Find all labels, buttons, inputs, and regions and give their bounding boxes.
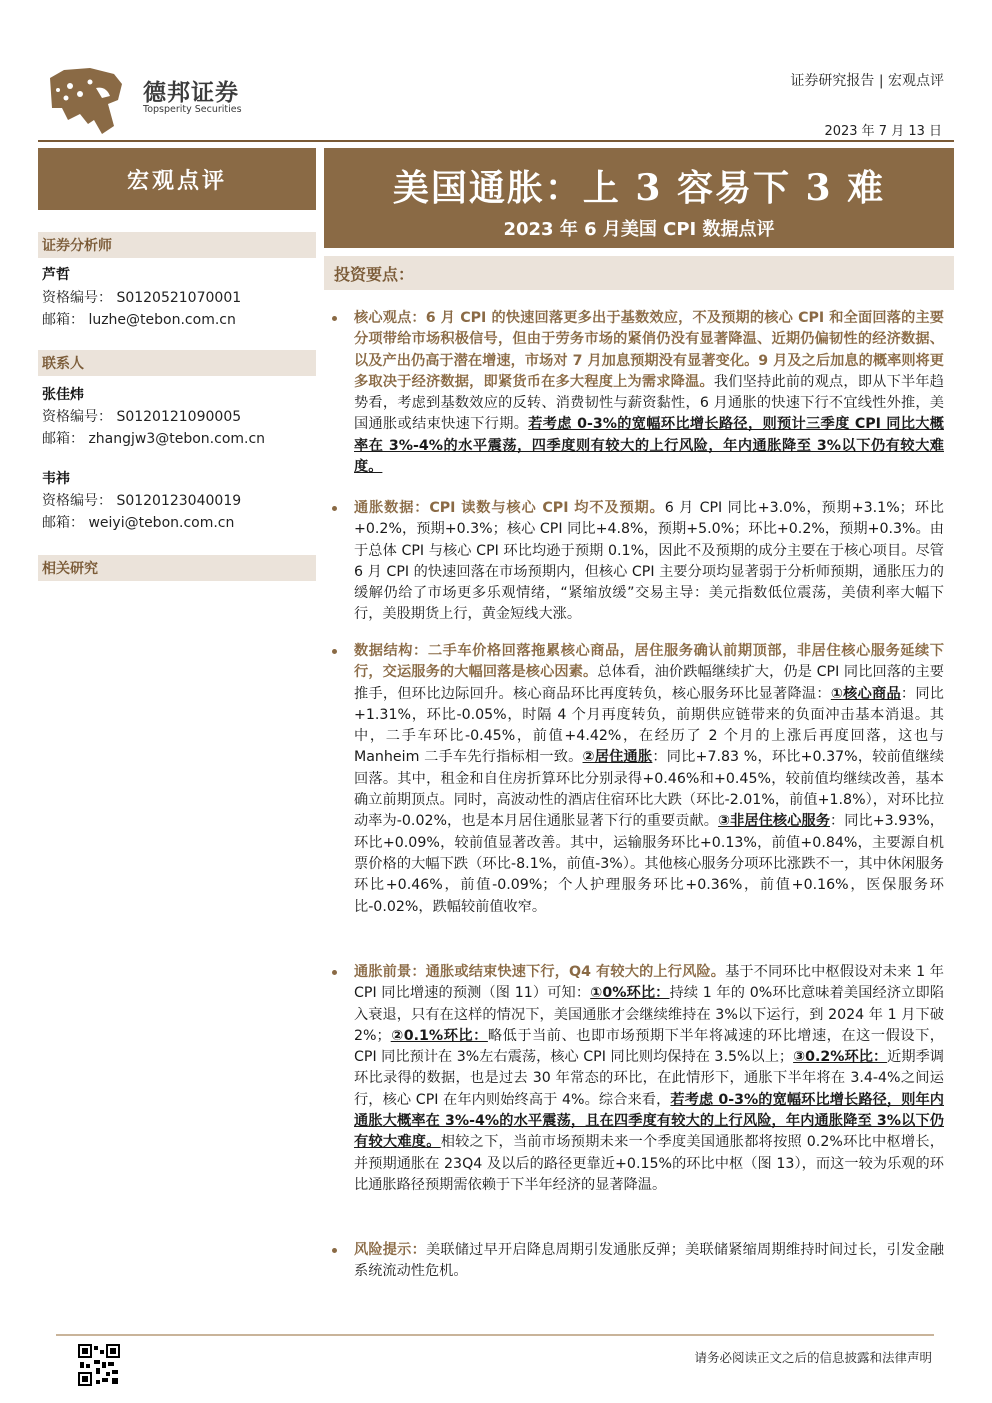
bullet-icon bbox=[332, 506, 337, 511]
brand-name: 德邦证券 bbox=[143, 80, 239, 106]
legal-disclaimer: 请务必阅读正文之后的信息披露和法律声明 bbox=[694, 1350, 932, 1365]
report-type: 证券研究报告 | 宏观点评 bbox=[790, 73, 944, 89]
risk-highlight: 风险提示： bbox=[354, 1242, 426, 1258]
inflation-data-highlight: 通胀数据：CPI 读数与核心 CPI 均不及预期。 bbox=[354, 500, 665, 516]
footer-divider bbox=[56, 1334, 934, 1336]
header-divider bbox=[38, 140, 954, 142]
data-structure-text-3: ：同比+7.83 %，环比+0.37%，较前值继续回落。其中，租金和自住房折算环比分别录得+0.46%和+0.45%，较前值均继续改善，基本确立前期顶点。同时，高波动性的酒店住宿环比大跌（环比-2.01%，前值+1.8%），对环比拉动率为-0.02%，也是本月居住通胀显著下行的重要贡献。 bbox=[354, 749, 944, 830]
data-structure-text-1: 总体看，油价跌幅继续扩大，仍是 CPI 同比回落的主要推手，但环比边际回升。核心商品环比再度转负，核心服务环比显著降温： bbox=[354, 664, 944, 702]
key-point-risk bbox=[332, 1240, 944, 1283]
key-points-heading: 投资要点： bbox=[324, 256, 954, 290]
core-view-text: 我们坚持此前的观点，即从下半年趋势看，考虑到基数效应的反转、消费韧性与薪资黏性，6 月通胀的快速下行不宜线性外推，美国通胀或结束快速下行期。 bbox=[354, 373, 944, 433]
analyst-email[interactable]: 邮箱： luzhe@tebon.com.cn bbox=[42, 312, 236, 328]
inflation-outlook-text-4: 近期季调环比录得的数据，也是过去 30 年常态的环比，在此情形下，通胀下半年将在 3.4-4%之间运行，核心 CPI 在年内则始终高于 4%。综合来看， bbox=[354, 1049, 944, 1108]
analyst-heading: 证券分析师 bbox=[38, 232, 316, 258]
bullet-icon bbox=[332, 316, 337, 321]
key-point-core-view bbox=[332, 308, 944, 478]
qr-code-icon[interactable] bbox=[78, 1344, 120, 1386]
inflation-outlook-text-5: 相较之下，当前市场预期未来一个季度美国通胀都将按照 0.2%环比中枢增长，并预期通胀在 23Q4 及以后的路径更靠近+0.15%的环比中枢（图 13），而这一较为乐观的环比通胀路径预期需依赖于下半年经济的显著降温。 bbox=[354, 1134, 944, 1193]
inflation-outlook-text-2: 持续 1 年的 0%环比意味着美国经济立即陷入衰退，只有在这样的情况下，美国通胀才会继续维持在 3%以下运行，到 2024 年 1 月下破 2%； bbox=[354, 985, 944, 1044]
inflation-outlook-emphasis: 若考虑 0-3%的宽幅环比增长路径，则年内通胀大概率在 3%-4%的水平震荡，且在四季度有较大的上行风险，年内通胀降至 3%以下仍有较大难度。 bbox=[354, 1091, 944, 1151]
logo-icon bbox=[44, 64, 124, 136]
inflation-outlook-text-1: 基于不同环比中枢假设对未来 1 年 CPI 同比增速的预测（图 11）可知： bbox=[354, 964, 944, 1002]
inflation-outlook-text-3: 略低于当前、也即市场预期下半年将减速的环比增速，在这一假设下，CPI 同比预计在 3%左右震荡，核心 CPI 同比则均保持在 3.5%以上； bbox=[354, 1027, 944, 1066]
brand-english-name: Topsperity Securities bbox=[143, 104, 242, 115]
contact-email[interactable]: 邮箱： zhangjw3@tebon.com.cn bbox=[42, 431, 266, 447]
non-housing-services-label: ③非居住核心服务 bbox=[718, 813, 830, 830]
scenario-point-two-label: ③0.2%环比： bbox=[793, 1049, 888, 1066]
contact-cert: 资格编号： S0120123040019 bbox=[42, 493, 242, 509]
bullet-icon bbox=[332, 649, 337, 654]
inflation-outlook-highlight: 通胀前景：通胀或结束快速下行，Q4 有较大的上行风险。 bbox=[354, 964, 726, 980]
risk-text: 美联储过早开启降息周期引发通胀反弹；美联储紧缩周期维持时间过长，引发金融系统流动性危机。 bbox=[354, 1242, 944, 1280]
analyst-cert: 资格编号： S0120521070001 bbox=[42, 290, 242, 306]
contact-cert: 资格编号： S0120121090005 bbox=[42, 409, 242, 425]
report-subtitle: 2023 年 6 月美国 CPI 数据点评 bbox=[503, 219, 775, 240]
report-date: 2023 年 7 月 13 日 bbox=[824, 124, 942, 139]
core-goods-label: ①核心商品 bbox=[830, 685, 901, 702]
key-point-inflation-data bbox=[332, 498, 944, 626]
key-point-inflation-outlook bbox=[332, 962, 944, 1196]
contact-name: 韦祎 bbox=[42, 471, 70, 487]
report-title: 美国通胀：上 3 容易下 3 难 bbox=[392, 167, 886, 209]
analyst-name: 芦哲 bbox=[42, 267, 70, 283]
scenario-point-one-label: ②0.1%环比： bbox=[390, 1027, 488, 1044]
contact-heading: 联系人 bbox=[38, 350, 316, 376]
data-structure-text-4: ：同比+3.93%，环比+0.09%，较前值显著改善。其中，运输服务环比+0.13%，前值+0.84%，主要源自机票价格的大幅下跌（环比-8.1%，前值-3%）。其他核心服务分项环比涨跌不一，其中休闲服务环比+0.46%，前值-0.09%；个人护理服务环比+0.36%，前值+0.16%，医保服务环比-0.02%，跌幅较前值收窄。 bbox=[354, 813, 944, 915]
related-research-heading: 相关研究 bbox=[38, 555, 316, 581]
contact-email[interactable]: 邮箱： weiyi@tebon.com.cn bbox=[42, 515, 235, 531]
core-view-highlight: 核心观点：6 月 CPI 的快速回落更多出于基数效应，不及预期的核心 CPI 和全面回落的主要分项带给市场积极信号，但由于劳务市场的紧俏仍没有显著降温、近期仍偏韧性的经济数据、以及产出仍高于潜在增速，市场对 7 月加息预期没有显著变化。9 月及之后加息的概率则将更多取决于经济数据，即紧货币在多大程度上为需求降温。 bbox=[354, 310, 944, 390]
bullet-icon bbox=[332, 970, 337, 975]
key-point-data-structure bbox=[332, 641, 944, 918]
title-banner bbox=[324, 148, 954, 248]
housing-inflation-label: ②居住通胀 bbox=[582, 749, 653, 766]
scenario-zero-label: ①0%环比： bbox=[590, 985, 670, 1002]
bullet-icon bbox=[332, 1248, 337, 1253]
core-view-emphasis: 若考虑 0-3%的宽幅环比增长路径，则预计三季度 CPI 同比大概率在 3%-4%的水平震荡，四季度则有较大的上行风险，年内通胀降至 3%以下仍有较大难度。 bbox=[354, 416, 944, 476]
data-structure-text-2: ：同比+1.31%，环比-0.05%，时隔 4 个月再度转负，前期供应链带来的负面冲击基本消退。其中，二手车环比-0.45%，前值+4.42%，在经历了 2 个月的上涨后再度回落，这也与 Manheim 二手车先行指标相一致。 bbox=[354, 685, 944, 766]
category-banner: 宏观点评 bbox=[38, 148, 316, 210]
data-structure-highlight: 数据结构：二手车价格回落拖累核心商品，居住服务确认前期顶部，非居住核心服务延续下行，交运服务的大幅回落是核心因素。 bbox=[354, 643, 944, 681]
inflation-data-text: 6 月 CPI 同比+3.0%，预期+3.1%；环比+0.2%，预期+0.3%；核心 CPI 同比+4.8%，预期+5.0%；环比+0.2%，预期+0.3%。由于总体 CPI 与核心 CPI 环比均逊于预期 0.1%，因此不及预期的成分主要在于核心项目。尽管 6 月 CPI 的快速回落在市场预期内，但核心 CPI 主要分项均显著弱于分析师预期，通胀压力的缓解仍给了市场更多乐观情绪，“紧缩放缓”交易主导：美元指数低位震荡，美债利率大幅下行，美股期货上行，黄金短线大涨。 bbox=[354, 500, 944, 623]
contact-name: 张佳炜 bbox=[42, 387, 84, 403]
